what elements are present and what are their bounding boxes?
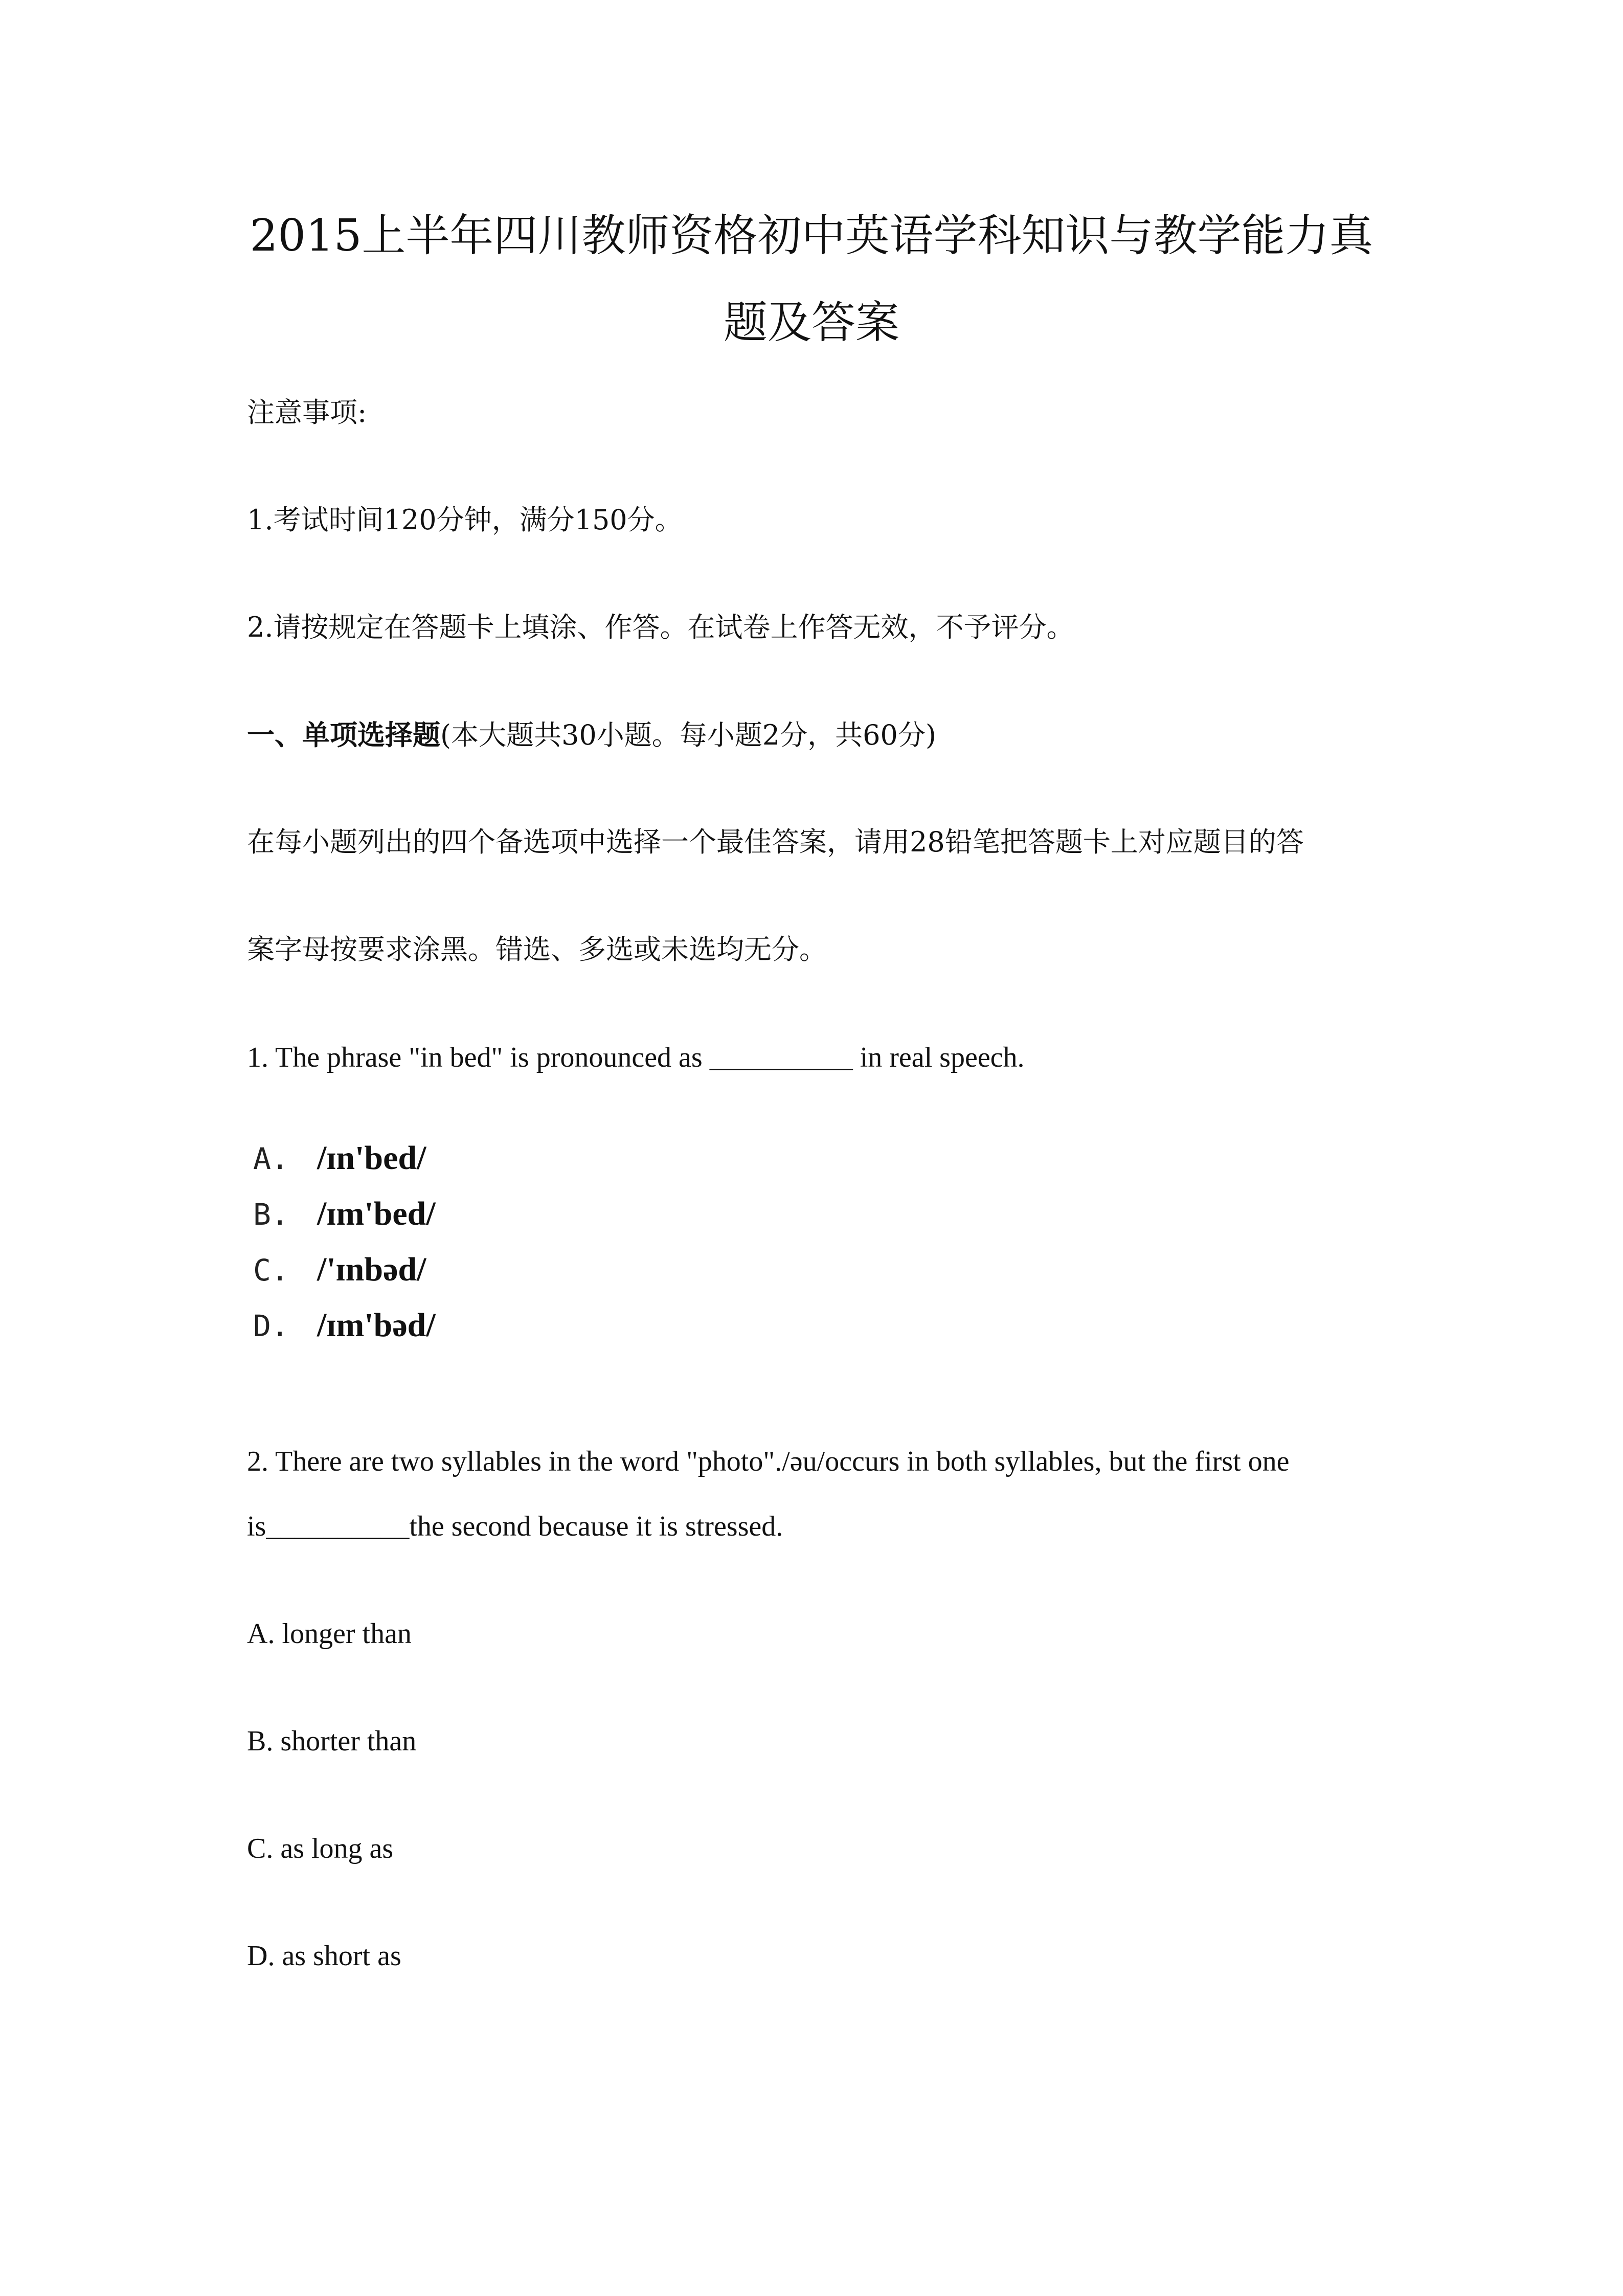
question-1-option-b xyxy=(253,1195,436,1233)
notice-item-2: 2.请按规定在答题卡上填涂、作答。在试卷上作答无效，不予评分。 xyxy=(247,611,1074,643)
question-1-stem: 1. The phrase "in bed" is pronounced as __________ in real speech. xyxy=(247,1042,1025,1073)
question-2-option-a: A. longer than xyxy=(247,1618,412,1650)
notice-heading: 注意事项: xyxy=(247,396,367,429)
option-letter: A. xyxy=(253,1141,289,1176)
option-pronunciation: /ɪn'bed/ xyxy=(317,1139,426,1177)
question-1-option-c xyxy=(253,1251,426,1289)
notice-item-1: 1.考试时间120分钟，满分150分。 xyxy=(247,504,683,536)
option-letter: C. xyxy=(253,1253,289,1288)
question-1-option-a xyxy=(253,1139,426,1177)
question-2-stem-line-2: is__________the second because it is stressed. xyxy=(247,1511,783,1542)
question-2-stem-line-1: 2. There are two syllables in the word "photo"./əu/occurs in both syllables, but the first one xyxy=(247,1446,1290,1477)
option-letter: D. xyxy=(253,1309,289,1343)
page-title-line-1: 2015上半年四川教师资格初中英语学科知识与教学能力真 xyxy=(250,210,1373,261)
option-pronunciation: /ɪm'bəd/ xyxy=(317,1307,436,1344)
page-title-line-2: 题及答案 xyxy=(724,297,899,348)
question-2-option-b: B. shorter than xyxy=(247,1725,417,1757)
option-pronunciation: /ɪm'bed/ xyxy=(317,1195,436,1232)
question-1-option-d xyxy=(253,1307,436,1344)
option-letter: B. xyxy=(253,1197,289,1232)
section-heading-bold: 一、单项选择题 xyxy=(247,718,440,751)
question-2-option-d: D. as short as xyxy=(247,1940,401,1972)
instruction-line-2: 案字母按要求涂黑。错选、多选或未选均无分。 xyxy=(247,933,827,965)
section-heading-detail: (本大题共30小题。每小题2分，共60分) xyxy=(440,719,936,751)
option-pronunciation: /'ɪnbəd/ xyxy=(317,1251,426,1288)
instruction-line-1: 在每小题列出的四个备选项中选择一个最佳答案，请用28铅笔把答题卡上对应题目的答 xyxy=(247,826,1304,858)
section-heading xyxy=(247,718,936,752)
question-2-option-c: C. as long as xyxy=(247,1833,394,1864)
